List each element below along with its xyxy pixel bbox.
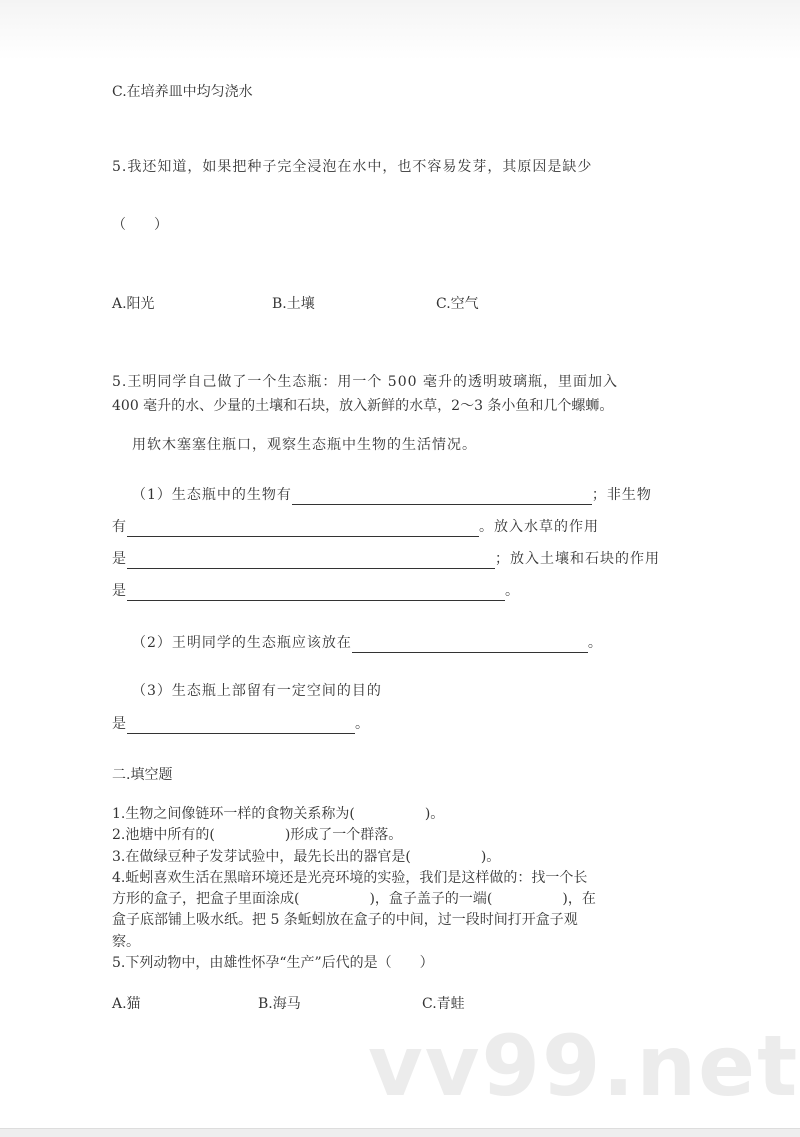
sub2-text-2: 。 — [587, 635, 603, 651]
fill-line: 方形的盒子，把盒子里面涂成( )，盒子盖子的一端( )，在 — [112, 891, 596, 908]
section-title: 二.填空题 — [112, 767, 173, 783]
option-c-previous: C.在培养皿中均匀浇水 — [112, 84, 253, 100]
blank-placement[interactable] — [352, 636, 588, 653]
option-a: A.阳光 — [112, 296, 155, 312]
sub-question-1-line-4 — [112, 581, 520, 601]
sub2-text: （2）王明同学的生态瓶应该放在 — [132, 635, 352, 651]
page-top-shadow — [0, 0, 800, 60]
blank-waterweed-role[interactable] — [127, 552, 495, 569]
fill-line: 察。 — [112, 933, 140, 950]
fill-blank-questions — [112, 804, 596, 974]
sub1-text-2: ；非生物 — [591, 487, 652, 503]
blank-space-purpose[interactable] — [127, 717, 355, 734]
sub3-text: 是 — [112, 716, 127, 732]
fill-line: 2.池塘中所有的( )形成了一个群落。 — [112, 827, 403, 844]
answer-paren: （ ） — [112, 217, 168, 233]
option-b: B.海马 — [258, 996, 301, 1012]
option-a: A.猫 — [112, 996, 141, 1012]
sub-question-1-line-2 — [112, 517, 599, 537]
sub1-text-6: ；放入土壤和石块的作用 — [495, 551, 660, 567]
ecobottle-line-1: 5.王明同学自己做了一个生态瓶：用一个 500 毫升的透明玻璃瓶，里面加入 — [112, 374, 618, 390]
option-b: B.土壤 — [272, 296, 315, 312]
sub1-text-3: 有 — [112, 519, 127, 535]
fill-line: 盒子底部铺上吸水纸。把 5 条蚯蚓放在盒子的中间，过一段时间打开盒子观 — [112, 912, 578, 929]
ecobottle-line-3: 用软木塞塞住瓶口，观察生态瓶中生物的生活情况。 — [132, 437, 477, 453]
option-c: C.青蛙 — [422, 996, 465, 1012]
section2-options — [112, 994, 465, 1014]
ecobottle-line-2: 400 毫升的水、少量的土壤和石块，放入新鲜的水草，2～3 条小鱼和几个螺蛳。 — [112, 398, 614, 414]
blank-soil-role[interactable] — [127, 584, 505, 601]
fill-line: 1.生物之间像链环一样的食物关系称为( )。 — [112, 806, 445, 822]
page-bottom-edge — [0, 1128, 800, 1137]
sub-question-1-line-3 — [112, 549, 660, 569]
sub-question-2 — [132, 633, 603, 653]
fill-line: 3.在做绿豆种子发芽试验中，最先长出的器官是( )。 — [112, 848, 501, 865]
watermark: vv99.net — [368, 1017, 800, 1115]
option-c: C.空气 — [436, 296, 479, 312]
sub-question-1 — [132, 485, 652, 505]
sub1-text-5: 是 — [112, 551, 127, 567]
fill-line: 5.下列动物中，由雄性怀孕“生产”后代的是（ ） — [112, 955, 434, 972]
question-5-options — [112, 294, 479, 314]
sub3-text-2: 。 — [355, 716, 370, 732]
sub1-text: （1）生态瓶中的生物有 — [132, 487, 292, 503]
sub-question-3-line-2 — [112, 714, 370, 734]
sub1-text-4: 。放入水草的作用 — [479, 519, 599, 535]
sub1-text-8: 。 — [505, 583, 520, 599]
question-5-text: 5.我还知道，如果把种子完全浸泡在水中，也不容易发芽，其原因是缺少 — [112, 159, 593, 175]
sub1-text-7: 是 — [112, 583, 127, 599]
blank-nonliving[interactable] — [127, 520, 479, 537]
sub-question-3: （3）生态瓶上部留有一定空间的目的 — [132, 683, 382, 699]
fill-line: 4.蚯蚓喜欢生活在黑暗环境还是光亮环境的实验，我们是这样做的：找一个长 — [112, 869, 588, 886]
blank-organisms[interactable] — [292, 488, 592, 505]
